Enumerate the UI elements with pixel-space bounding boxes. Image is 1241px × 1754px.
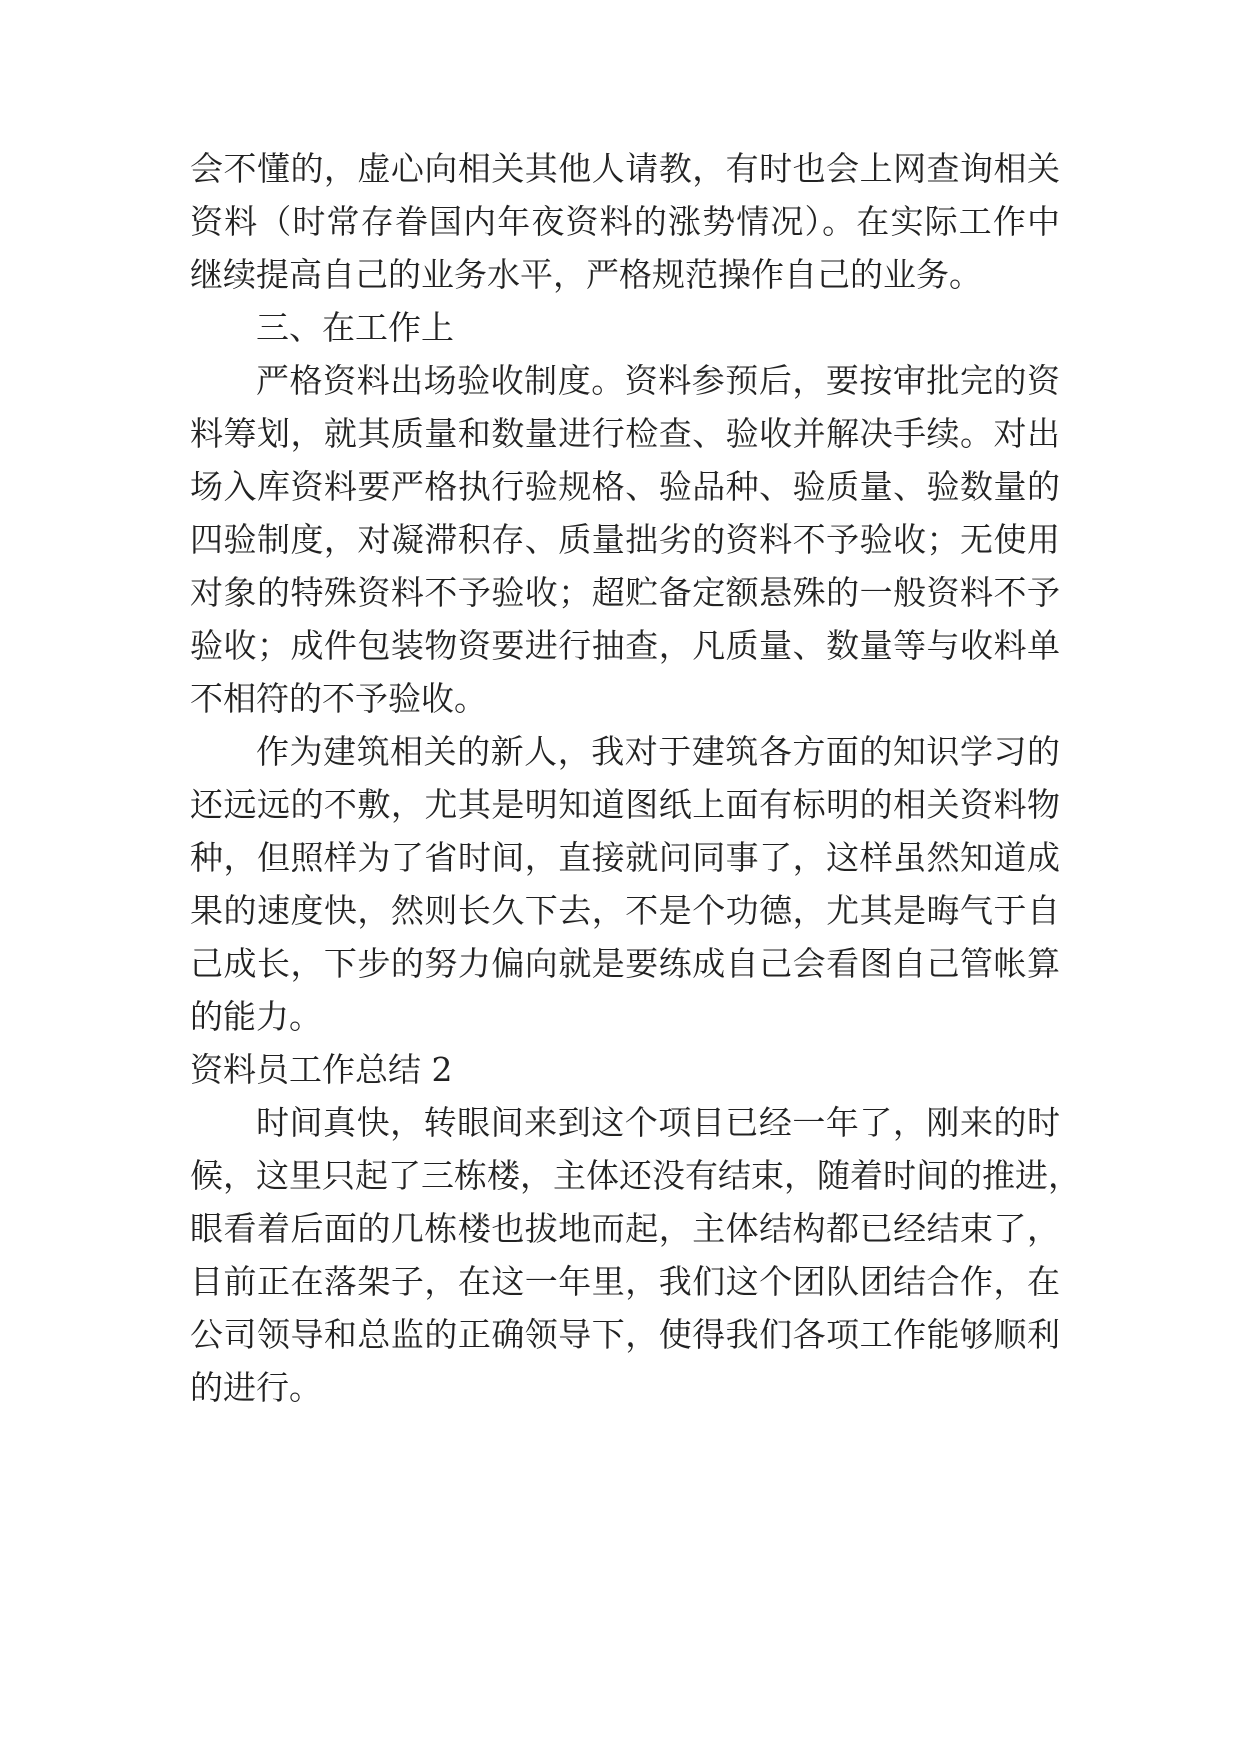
body-text-line: 验收；成件包装物资要进行抽查，凡质量、数量等与收料单 <box>190 626 1060 665</box>
body-text-line: 候，这里只起了三栋楼，主体还没有结束，随着时间的推进， <box>190 1156 1081 1195</box>
body-text-line: 果的速度快，然则长久下去，不是个功德，尤其是晦气于自 <box>190 891 1060 930</box>
body-text-line: 还远远的不敷，尤其是明知道图纸上面有标明的相关资料物 <box>190 785 1060 824</box>
body-text-line: 资料（时常存眷国内年夜资料的涨势情况）。在实际工作中 <box>190 202 1060 241</box>
body-text-line: 场入库资料要严格执行验规格、验品种、验质量、验数量的 <box>190 467 1060 506</box>
body-text-line: 严格资料出场验收制度。资料参预后，要按审批完的资 <box>256 361 1060 400</box>
body-text-line: 会不懂的，虚心向相关其他人请教，有时也会上网查询相关 <box>190 149 1060 188</box>
body-text-line: 不相符的不予验收。 <box>190 679 487 718</box>
body-text-line: 作为建筑相关的新人，我对于建筑各方面的知识学习的 <box>256 732 1060 771</box>
body-text-line: 公司领导和总监的正确领导下，使得我们各项工作能够顺利 <box>190 1315 1060 1354</box>
body-text-line: 己成长，下步的努力偏向就是要练成自己会看图自己管帐算 <box>190 944 1060 983</box>
body-text-line: 四验制度，对凝滞积存、质量拙劣的资料不予验收；无使用 <box>190 520 1060 559</box>
section-heading: 三、在工作上 <box>256 308 454 347</box>
body-text-line: 的能力。 <box>190 997 322 1036</box>
body-text-line: 目前正在落架子，在这一年里，我们这个团队团结合作，在 <box>190 1262 1060 1301</box>
body-text-line: 种，但照样为了省时间，直接就问同事了，这样虽然知道成 <box>190 838 1060 877</box>
body-text-line: 对象的特殊资料不予验收；超贮备定额悬殊的一般资料不予 <box>190 573 1060 612</box>
body-text-line: 时间真快，转眼间来到这个项目已经一年了，刚来的时 <box>256 1103 1060 1142</box>
document-title: 资料员工作总结 2 <box>190 1050 453 1089</box>
body-text-line: 的进行。 <box>190 1368 322 1407</box>
body-text-line: 继续提高自己的业务水平，严格规范操作自己的业务。 <box>190 255 982 294</box>
body-text-line: 料筹划，就其质量和数量进行检查、验收并解决手续。对出 <box>190 414 1060 453</box>
body-text-line: 眼看着后面的几栋楼也拔地而起，主体结构都已经结束了， <box>190 1209 1060 1248</box>
